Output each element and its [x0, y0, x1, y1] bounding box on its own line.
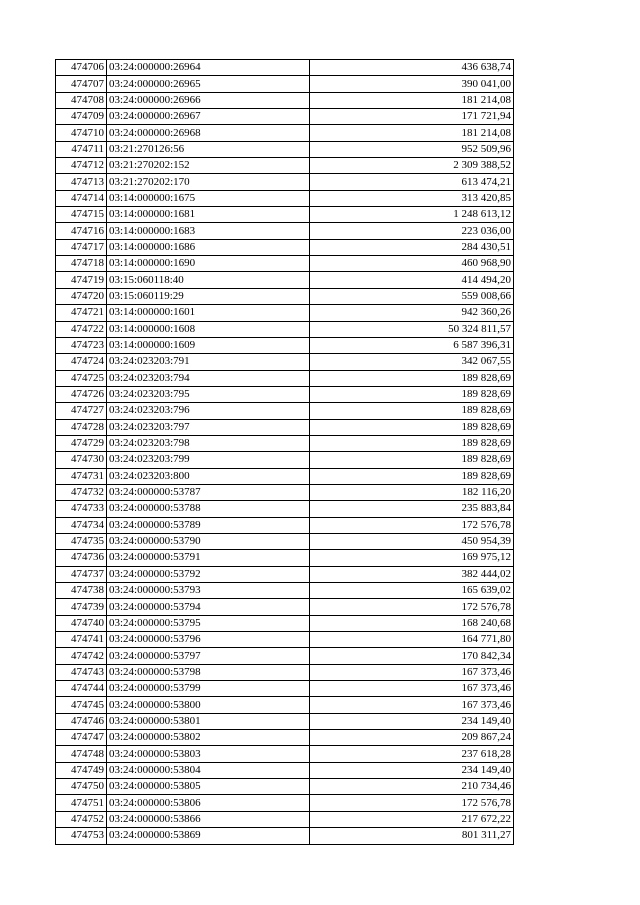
table-row [56, 517, 514, 533]
cadastral-number-cell: 03:24:000000:26965 [107, 76, 310, 92]
table-row [56, 419, 514, 435]
value-cell: 460 968,90 [310, 256, 514, 272]
row-id-cell: 474748 [56, 746, 107, 762]
table-row [56, 354, 514, 370]
row-id-cell: 474741 [56, 632, 107, 648]
value-cell: 181 214,08 [310, 92, 514, 108]
cadastral-number-cell: 03:24:000000:53796 [107, 632, 310, 648]
row-id-cell: 474719 [56, 272, 107, 288]
cadastral-number-cell: 03:24:000000:53788 [107, 501, 310, 517]
value-cell: 189 828,69 [310, 452, 514, 468]
cadastral-number-cell: 03:24:000000:26968 [107, 125, 310, 141]
cadastral-number-cell: 03:24:000000:53795 [107, 615, 310, 631]
cadastral-number-cell: 03:24:023203:796 [107, 403, 310, 419]
table-row [56, 779, 514, 795]
row-id-cell: 474708 [56, 92, 107, 108]
row-id-cell: 474728 [56, 419, 107, 435]
value-cell: 209 867,24 [310, 730, 514, 746]
value-cell: 284 430,51 [310, 239, 514, 255]
cadastral-number-cell: 03:24:000000:53790 [107, 533, 310, 549]
value-cell: 168 240,68 [310, 615, 514, 631]
row-id-cell: 474720 [56, 288, 107, 304]
row-id-cell: 474737 [56, 566, 107, 582]
value-cell: 559 008,66 [310, 288, 514, 304]
table-row [56, 795, 514, 811]
row-id-cell: 474732 [56, 484, 107, 500]
table-row [56, 435, 514, 451]
cadastral-number-cell: 03:14:000000:1609 [107, 337, 310, 353]
cadastral-number-cell: 03:24:000000:53805 [107, 779, 310, 795]
row-id-cell: 474721 [56, 305, 107, 321]
value-cell: 414 494,20 [310, 272, 514, 288]
table-row [56, 288, 514, 304]
cadastral-number-cell: 03:24:023203:791 [107, 354, 310, 370]
cadastral-number-cell: 03:14:000000:1681 [107, 207, 310, 223]
cadastral-number-cell: 03:24:000000:53789 [107, 517, 310, 533]
row-id-cell: 474715 [56, 207, 107, 223]
value-cell: 171 721,94 [310, 109, 514, 125]
cadastral-number-cell: 03:24:000000:53802 [107, 730, 310, 746]
value-cell: 210 734,46 [310, 779, 514, 795]
table-row [56, 256, 514, 272]
cadastral-number-cell: 03:15:060119:29 [107, 288, 310, 304]
row-id-cell: 474752 [56, 811, 107, 827]
cadastral-number-cell: 03:24:000000:53803 [107, 746, 310, 762]
row-id-cell: 474750 [56, 779, 107, 795]
cadastral-number-cell: 03:24:000000:26964 [107, 60, 310, 76]
value-cell: 167 373,46 [310, 697, 514, 713]
cadastral-number-cell: 03:21:270126:56 [107, 141, 310, 157]
row-id-cell: 474745 [56, 697, 107, 713]
value-cell: 50 324 811,57 [310, 321, 514, 337]
row-id-cell: 474710 [56, 125, 107, 141]
value-cell: 169 975,12 [310, 550, 514, 566]
cadastral-number-cell: 03:24:000000:26967 [107, 109, 310, 125]
cadastral-number-cell: 03:14:000000:1675 [107, 190, 310, 206]
value-cell: 167 373,46 [310, 681, 514, 697]
value-cell: 189 828,69 [310, 435, 514, 451]
cadastral-number-cell: 03:24:000000:53806 [107, 795, 310, 811]
cadastral-number-cell: 03:24:023203:798 [107, 435, 310, 451]
row-id-cell: 474717 [56, 239, 107, 255]
row-id-cell: 474730 [56, 452, 107, 468]
value-cell: 217 672,22 [310, 811, 514, 827]
cadastral-number-cell: 03:14:000000:1690 [107, 256, 310, 272]
row-id-cell: 474709 [56, 109, 107, 125]
cadastral-number-cell: 03:14:000000:1683 [107, 223, 310, 239]
value-cell: 164 771,80 [310, 632, 514, 648]
cadastral-number-cell: 03:24:000000:53794 [107, 599, 310, 615]
table-row [56, 828, 514, 844]
row-id-cell: 474743 [56, 664, 107, 680]
table-row [56, 305, 514, 321]
value-cell: 181 214,08 [310, 125, 514, 141]
value-cell: 1 248 613,12 [310, 207, 514, 223]
value-cell: 6 587 396,31 [310, 337, 514, 353]
value-cell: 2 309 388,52 [310, 158, 514, 174]
cadastral-number-cell: 03:24:000000:53793 [107, 583, 310, 599]
value-cell: 189 828,69 [310, 419, 514, 435]
cadastral-number-cell: 03:21:270202:152 [107, 158, 310, 174]
table-row [56, 60, 514, 76]
row-id-cell: 474733 [56, 501, 107, 517]
row-id-cell: 474722 [56, 321, 107, 337]
cadastral-number-cell: 03:24:000000:53791 [107, 550, 310, 566]
row-id-cell: 474738 [56, 583, 107, 599]
row-id-cell: 474740 [56, 615, 107, 631]
table-row [56, 190, 514, 206]
row-id-cell: 474727 [56, 403, 107, 419]
table-row [56, 501, 514, 517]
row-id-cell: 474751 [56, 795, 107, 811]
value-cell: 436 638,74 [310, 60, 514, 76]
value-cell: 313 420,85 [310, 190, 514, 206]
value-cell: 172 576,78 [310, 517, 514, 533]
row-id-cell: 474731 [56, 468, 107, 484]
cadastral-number-cell: 03:21:270202:170 [107, 174, 310, 190]
cadastral-number-cell: 03:24:000000:53866 [107, 811, 310, 827]
value-cell: 189 828,69 [310, 386, 514, 402]
table-row [56, 337, 514, 353]
cadastral-number-cell: 03:24:000000:53801 [107, 713, 310, 729]
row-id-cell: 474744 [56, 681, 107, 697]
row-id-cell: 474739 [56, 599, 107, 615]
row-id-cell: 474707 [56, 76, 107, 92]
table-row [56, 762, 514, 778]
cadastral-number-cell: 03:24:000000:53798 [107, 664, 310, 680]
row-id-cell: 474753 [56, 828, 107, 844]
row-id-cell: 474714 [56, 190, 107, 206]
table-row [56, 125, 514, 141]
table-row [56, 109, 514, 125]
value-cell: 172 576,78 [310, 795, 514, 811]
cadastral-table [55, 59, 514, 845]
value-cell: 235 883,84 [310, 501, 514, 517]
row-id-cell: 474742 [56, 648, 107, 664]
row-id-cell: 474747 [56, 730, 107, 746]
table-row [56, 158, 514, 174]
cadastral-number-cell: 03:24:000000:53797 [107, 648, 310, 664]
row-id-cell: 474746 [56, 713, 107, 729]
value-cell: 189 828,69 [310, 370, 514, 386]
table-row [56, 664, 514, 680]
row-id-cell: 474716 [56, 223, 107, 239]
table-row [56, 174, 514, 190]
table-row [56, 239, 514, 255]
value-cell: 234 149,40 [310, 713, 514, 729]
table-row [56, 697, 514, 713]
cadastral-number-cell: 03:24:000000:53804 [107, 762, 310, 778]
cadastral-number-cell: 03:24:000000:53792 [107, 566, 310, 582]
table-row [56, 92, 514, 108]
cadastral-number-cell: 03:24:023203:800 [107, 468, 310, 484]
table-row [56, 566, 514, 582]
row-id-cell: 474724 [56, 354, 107, 370]
table-row [56, 713, 514, 729]
table-row [56, 811, 514, 827]
cadastral-number-cell: 03:14:000000:1686 [107, 239, 310, 255]
cadastral-number-cell: 03:24:000000:53787 [107, 484, 310, 500]
table-row [56, 76, 514, 92]
table-row [56, 681, 514, 697]
cadastral-number-cell: 03:24:000000:53800 [107, 697, 310, 713]
row-id-cell: 474735 [56, 533, 107, 549]
value-cell: 390 041,00 [310, 76, 514, 92]
table-row [56, 615, 514, 631]
value-cell: 189 828,69 [310, 403, 514, 419]
row-id-cell: 474749 [56, 762, 107, 778]
value-cell: 952 509,96 [310, 141, 514, 157]
value-cell: 223 036,00 [310, 223, 514, 239]
table-row [56, 386, 514, 402]
table-row [56, 746, 514, 762]
value-cell: 613 474,21 [310, 174, 514, 190]
row-id-cell: 474723 [56, 337, 107, 353]
row-id-cell: 474736 [56, 550, 107, 566]
cadastral-number-cell: 03:24:023203:797 [107, 419, 310, 435]
cadastral-number-cell: 03:24:000000:53869 [107, 828, 310, 844]
table-row [56, 141, 514, 157]
value-cell: 165 639,02 [310, 583, 514, 599]
table-row [56, 648, 514, 664]
table-row [56, 370, 514, 386]
value-cell: 942 360,26 [310, 305, 514, 321]
cadastral-number-cell: 03:24:023203:799 [107, 452, 310, 468]
table-row [56, 550, 514, 566]
value-cell: 170 842,34 [310, 648, 514, 664]
cadastral-number-cell: 03:15:060118:40 [107, 272, 310, 288]
table-row [56, 321, 514, 337]
value-cell: 234 149,40 [310, 762, 514, 778]
row-id-cell: 474711 [56, 141, 107, 157]
value-cell: 167 373,46 [310, 664, 514, 680]
table-row [56, 484, 514, 500]
value-cell: 182 116,20 [310, 484, 514, 500]
row-id-cell: 474734 [56, 517, 107, 533]
row-id-cell: 474718 [56, 256, 107, 272]
table-body [56, 60, 514, 845]
table-row [56, 730, 514, 746]
table-row [56, 533, 514, 549]
table-row [56, 223, 514, 239]
table-row [56, 272, 514, 288]
cadastral-number-cell: 03:24:000000:26966 [107, 92, 310, 108]
table-row [56, 452, 514, 468]
value-cell: 172 576,78 [310, 599, 514, 615]
row-id-cell: 474706 [56, 60, 107, 76]
cadastral-number-cell: 03:24:000000:53799 [107, 681, 310, 697]
table-row [56, 468, 514, 484]
cadastral-number-cell: 03:24:023203:795 [107, 386, 310, 402]
row-id-cell: 474726 [56, 386, 107, 402]
table-row [56, 632, 514, 648]
row-id-cell: 474725 [56, 370, 107, 386]
value-cell: 342 067,55 [310, 354, 514, 370]
cadastral-number-cell: 03:14:000000:1608 [107, 321, 310, 337]
cadastral-number-cell: 03:24:023203:794 [107, 370, 310, 386]
row-id-cell: 474713 [56, 174, 107, 190]
value-cell: 382 444,02 [310, 566, 514, 582]
value-cell: 237 618,28 [310, 746, 514, 762]
row-id-cell: 474712 [56, 158, 107, 174]
value-cell: 189 828,69 [310, 468, 514, 484]
table-row [56, 403, 514, 419]
table-row [56, 583, 514, 599]
table-row [56, 599, 514, 615]
row-id-cell: 474729 [56, 435, 107, 451]
value-cell: 801 311,27 [310, 828, 514, 844]
table-row [56, 207, 514, 223]
cadastral-number-cell: 03:14:000000:1601 [107, 305, 310, 321]
value-cell: 450 954,39 [310, 533, 514, 549]
